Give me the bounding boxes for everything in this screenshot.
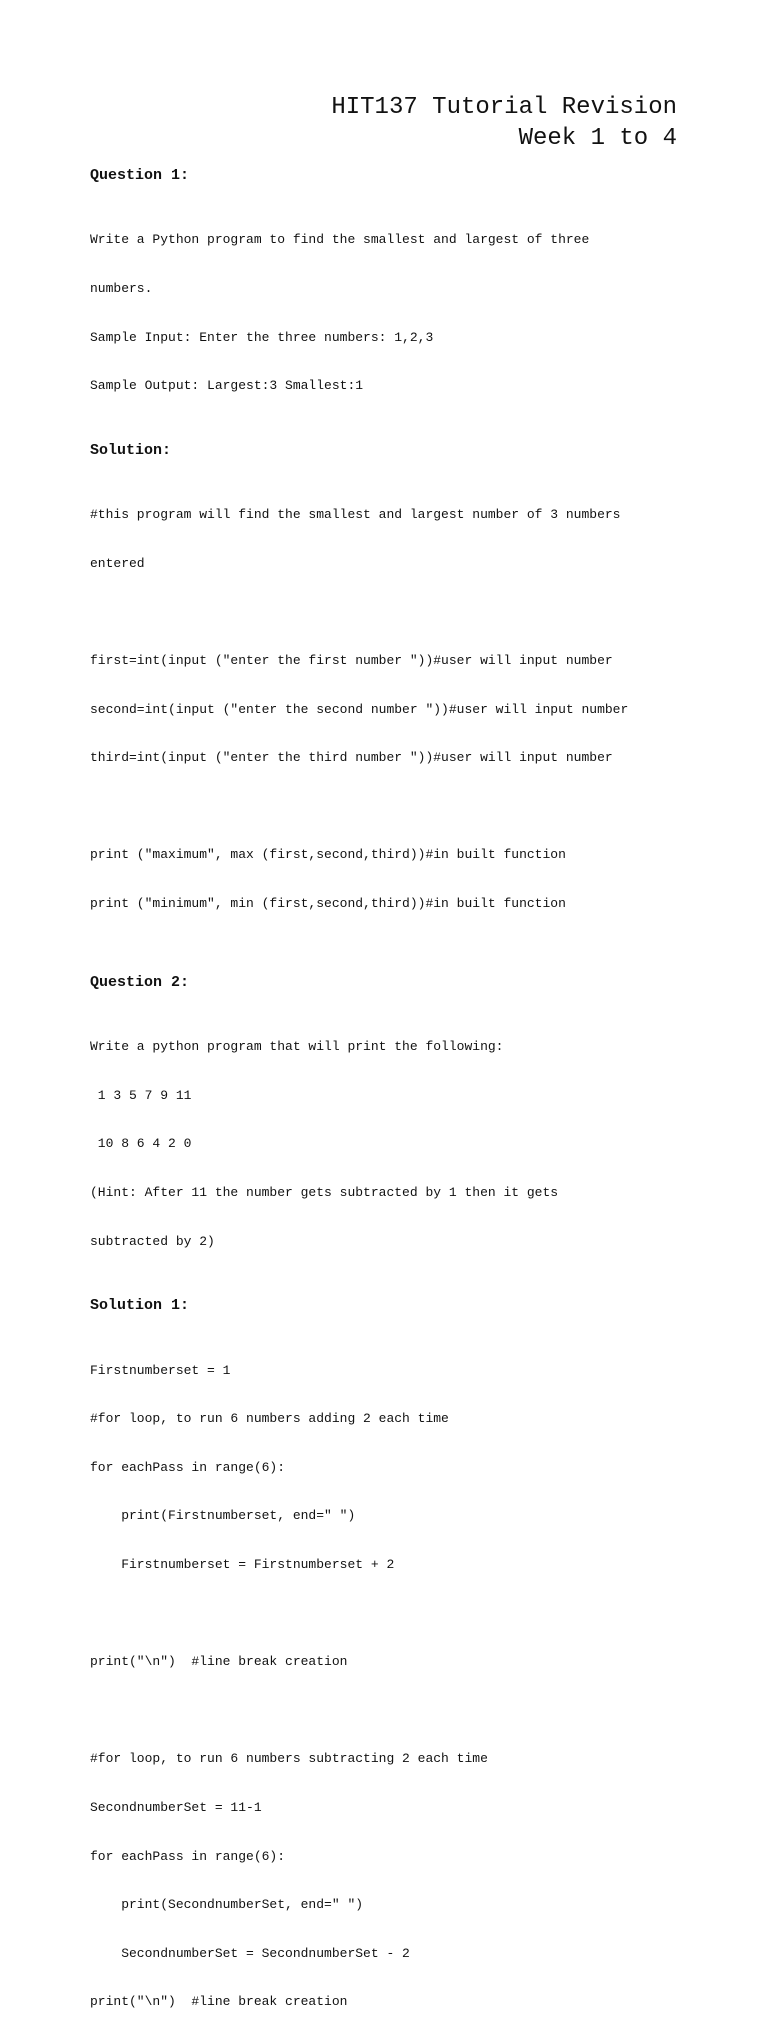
text-line: 1 3 5 7 9 11: [90, 1087, 192, 1103]
code-line: print(Firstnumberset, end=" "): [90, 1508, 356, 1524]
code-line: Firstnumberset = Firstnumberset + 2: [90, 1557, 395, 1572]
code-line: print ("maximum", max (first,second,third))#in built function: [90, 847, 566, 863]
code-line: third=int(input ("enter the third number "))#user will input number: [90, 750, 613, 766]
question-1-text: [90, 200, 690, 427]
code-line: for eachPass in range(6):: [90, 1848, 286, 1864]
solution-1-heading: Solution 1:: [90, 1297, 190, 1315]
title-line-1: HIT137 Tutorial Revision: [331, 94, 677, 121]
text-line: subtracted by 2): [90, 1233, 215, 1249]
text-line: Write a python program that will print the following:: [90, 1039, 504, 1055]
text-line: Write a Python program to find the smallest and largest of three: [90, 232, 590, 248]
solution-2-code: [90, 1330, 690, 2043]
code-line: #this program will find the smallest and largest number of 3 numbers: [90, 507, 621, 523]
code-line: #for loop, to run 6 numbers adding 2 each time: [90, 1411, 449, 1427]
code-line: SecondnumberSet = SecondnumberSet - 2: [90, 1945, 410, 1961]
code-line: Firstnumberset = 1: [90, 1362, 231, 1378]
code-line: first=int(input ("enter the first number "))#user will input number: [90, 653, 613, 669]
code-line: print ("minimum", min (first,second,third))#in built function: [90, 896, 566, 912]
solution-1-code: [90, 475, 690, 945]
text-line: 10 8 6 4 2 0: [90, 1136, 192, 1152]
solution-heading: Solution:: [90, 441, 172, 459]
text-line: numbers.: [90, 281, 153, 297]
document-body: [90, 166, 690, 2043]
code-line: second=int(input ("enter the second number "))#user will input number: [90, 701, 629, 717]
text-line: Sample Output: Largest:3 Smallest:1: [90, 378, 364, 394]
code-line: entered: [90, 555, 145, 571]
code-line: #for loop, to run 6 numbers subtracting 2 each time: [90, 1751, 488, 1767]
question-2-heading: Question 2:: [90, 973, 190, 991]
code-line: print("\n") #line break creation: [90, 1654, 348, 1670]
text-line: (Hint: After 11 the number gets subtracted by 1 then it gets: [90, 1184, 559, 1200]
question-2-text: [90, 1007, 690, 1282]
code-line: print(SecondnumberSet, end=" "): [90, 1897, 364, 1913]
code-line: SecondnumberSet = 11-1: [90, 1800, 262, 1816]
code-line: for eachPass in range(6):: [90, 1459, 286, 1475]
document-title: [331, 92, 677, 154]
title-line-2: Week 1 to 4: [518, 125, 677, 152]
text-line: Sample Input: Enter the three numbers: 1,2,3: [90, 329, 434, 345]
code-line: print("\n") #line break creation: [90, 1994, 348, 2010]
question-1-heading: Question 1:: [90, 167, 190, 184]
